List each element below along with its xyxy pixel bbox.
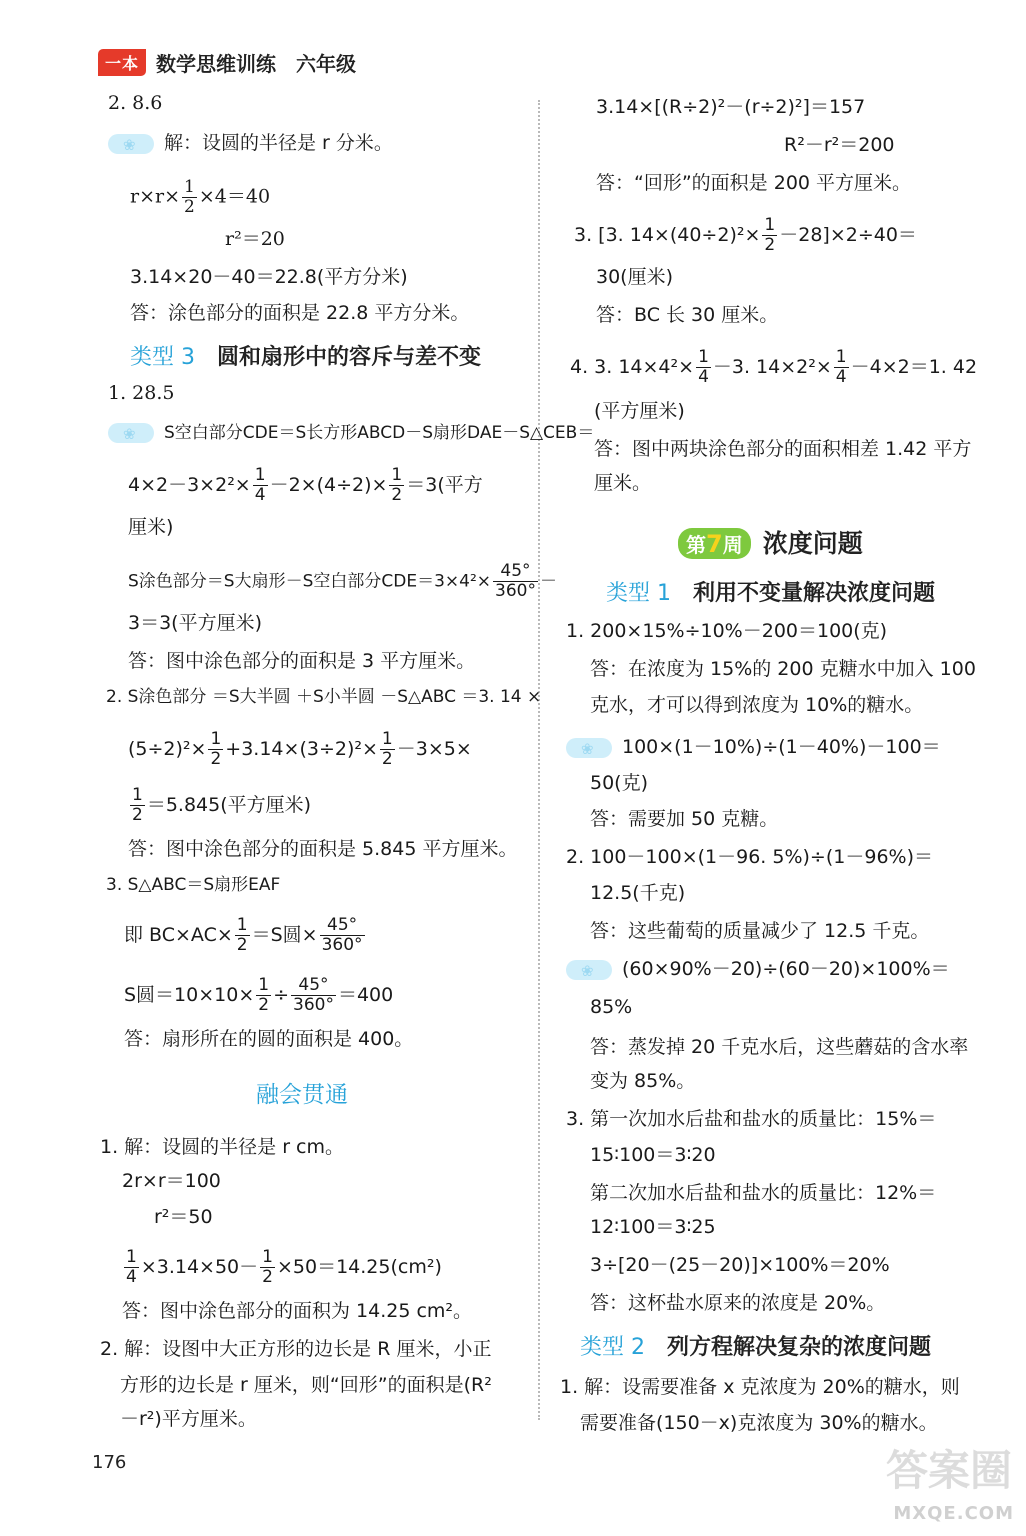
equation-line: $\frac{1}{4}$ ×3.14×50－ $\frac{1}{2}$ ×50＝14.25(cm²) <box>126 1247 442 1287</box>
brand-badge: 一本 <box>98 49 146 76</box>
watermark <box>880 1432 1020 1528</box>
answer-line: 2. 解：设图中大正方形的边长是 R 厘米，小正 <box>100 1338 492 1360</box>
answer-line: 1. 解：设需要准备 x 克浓度为 20%的糖水，则 <box>560 1376 960 1398</box>
equation-line: ❀(60×90%－20)÷(60－20)×100%＝ <box>566 956 950 982</box>
answer-text: 厘米。 <box>594 472 652 494</box>
answer-text: 答：扇形所在的圆的面积是 400。 <box>124 1028 414 1050</box>
page-number: 176 <box>92 1452 127 1473</box>
equation-line: ❀S空白部分CDE＝S长方形ABCD－S扇形DAE－S△CEB＝ <box>108 420 594 446</box>
equation-line: 3. [3. 14×(40÷2)²× $\frac{1}{2}$ －28]×2÷40＝ <box>574 215 917 255</box>
answer-text: 答：需要加 50 克糖。 <box>590 808 779 830</box>
answer-text: 克水，才可以得到浓度为 10%的糖水。 <box>590 694 924 716</box>
equation-line: 3. S△ABC＝S扇形EAF <box>106 875 281 895</box>
equation-line: 即 BC×AC× $\frac{1}{2}$ ＝S圆× $\frac{45^\circ}{360^\circ}$ <box>124 915 363 955</box>
section-heading: 类型 3 圆和扇形中的容斥与差不变 <box>130 345 482 370</box>
section-heading: 类型 2 列方程解决复杂的浓度问题 <box>580 1335 932 1360</box>
decoration-icon <box>108 423 154 443</box>
section-title: 融会贯通 <box>256 1082 348 1108</box>
answer-text: 答：这杯盐水原来的浓度是 20%。 <box>590 1292 886 1314</box>
equation-line: S涂色部分＝S大扇形－S空白部分CDE＝3×4²× $\frac{45^\circ}{360^\circ}$ － <box>128 561 557 601</box>
equation-line: r²＝50 <box>154 1206 213 1228</box>
equation-line: 2. S涂色部分 ＝S大半圆 ＋S小半圆 －S△ABC ＝3. 14 × <box>106 687 542 707</box>
answer-line: ❀解：设圆的半径是 r 分米。 <box>108 130 393 156</box>
answer-text: 答：在浓度为 15%的 200 克糖水中加入 100 <box>590 658 976 680</box>
week-badge: 第7周 <box>678 528 751 559</box>
answer-line: 1. 28.5 <box>108 382 175 404</box>
equation-line: 15∶100＝3∶20 <box>590 1144 716 1166</box>
equation-line: r×r× $\frac{1}{2}$ ×4＝40 <box>130 177 271 217</box>
answer-text: 变为 85%。 <box>590 1070 696 1092</box>
answer-text: 答：图中涂色部分的面积是 3 平方厘米。 <box>128 650 476 672</box>
equation-line: 3.14×20－40＝22.8(平方分米) <box>130 266 408 288</box>
equation-line: 3÷[20－(25－20)]×100%＝20% <box>590 1254 890 1276</box>
equation-line: 30(厘米) <box>596 266 674 288</box>
equation-line: 12.5(千克) <box>590 882 686 904</box>
answer-text: 答：蒸发掉 20 千克水后，这些蘑菇的含水率 <box>590 1036 969 1058</box>
answer-text: 答：图中涂色部分的面积是 5.845 平方厘米。 <box>128 838 518 860</box>
answer-line: 方形的边长是 r 厘米，则“回形”的面积是(R² <box>120 1374 492 1396</box>
answer-text: 答：这些葡萄的质量减少了 12.5 千克。 <box>590 920 930 942</box>
equation-line: $\frac{1}{2}$ ＝5.845(平方厘米) <box>132 785 312 825</box>
equation-line: 50(克) <box>590 772 649 794</box>
book-title: 数学思维训练 六年级 <box>156 51 357 76</box>
equation-line: 4. 3. 14×4²× $\frac{1}{4}$ －3. 14×2²× $\frac{1}{4}$ －4×2＝1. 42 <box>570 347 978 387</box>
watermark-url: MXQE.COM <box>893 1503 1014 1524</box>
answer-text: 答：图中两块涂色部分的面积相差 1.42 平方 <box>594 438 972 460</box>
answer-text: 答：BC 长 30 厘米。 <box>596 304 779 326</box>
column-divider <box>538 100 540 1420</box>
equation-line: 3＝3(平方厘米) <box>128 612 263 634</box>
equation-line: 3.14×[(R÷2)²－(r÷2)²]＝157 <box>596 96 866 118</box>
equation-line: 厘米) <box>128 516 174 538</box>
equation-line: (5÷2)²× $\frac{1}{2}$ +3.14×(3÷2)²× $\frac{1}{2}$ －3×5× <box>128 729 472 769</box>
decoration-icon <box>566 960 612 980</box>
answer-line: 3. 第一次加水后盐和盐水的质量比：15%＝ <box>566 1108 937 1130</box>
equation-line: r²＝20 <box>225 228 285 250</box>
equation-line: (平方厘米) <box>594 400 685 422</box>
answer-text: 答：图中涂色部分的面积为 14.25 cm²。 <box>122 1300 473 1322</box>
watermark-logo: 答案圈 <box>885 1446 1012 1495</box>
book-header <box>98 48 356 76</box>
answer-line: 1. 解：设圆的半径是 r cm。 <box>100 1136 345 1158</box>
answer-text: 答：涂色部分的面积是 22.8 平方分米。 <box>130 302 470 324</box>
equation-line: 4×2－3×2²× $\frac{1}{4}$ －2×(4÷2)× $\frac{1}{2}$ ＝3(平方 <box>128 465 483 505</box>
equation-line: 1. 200×15%÷10%－200＝100(克) <box>566 620 888 642</box>
equation-line: 2. 100－100×(1－96. 5%)÷(1－96%)＝ <box>566 846 933 868</box>
section-heading: 类型 1 利用不变量解决浓度问题 <box>606 581 936 606</box>
answer-line: －r²)平方厘米。 <box>120 1408 257 1430</box>
answer-line: 第二次加水后盐和盐水的质量比：12%＝ <box>590 1182 937 1204</box>
week-heading: 第7周 浓度问题 <box>678 524 863 560</box>
equation-line: 85% <box>590 996 633 1018</box>
answer-line: 需要准备(150－x)克浓度为 30%的糖水。 <box>580 1412 938 1434</box>
answer-line: 2. 8.6 <box>108 92 163 114</box>
equation-line: 2r×r＝100 <box>122 1170 221 1192</box>
equation-line: R²－r²＝200 <box>784 134 895 156</box>
decoration-icon <box>108 134 154 154</box>
equation-line: 12∶100＝3∶25 <box>590 1216 716 1238</box>
answer-text: 答：“回形”的面积是 200 平方厘米。 <box>596 172 912 194</box>
equation-line: S圆＝10×10× $\frac{1}{2}$ ÷ $\frac{45^\circ}{360^\circ}$ ＝400 <box>124 975 394 1015</box>
decoration-icon <box>566 738 612 758</box>
equation-line: ❀100×(1－10%)÷(1－40%)－100＝ <box>566 734 941 760</box>
